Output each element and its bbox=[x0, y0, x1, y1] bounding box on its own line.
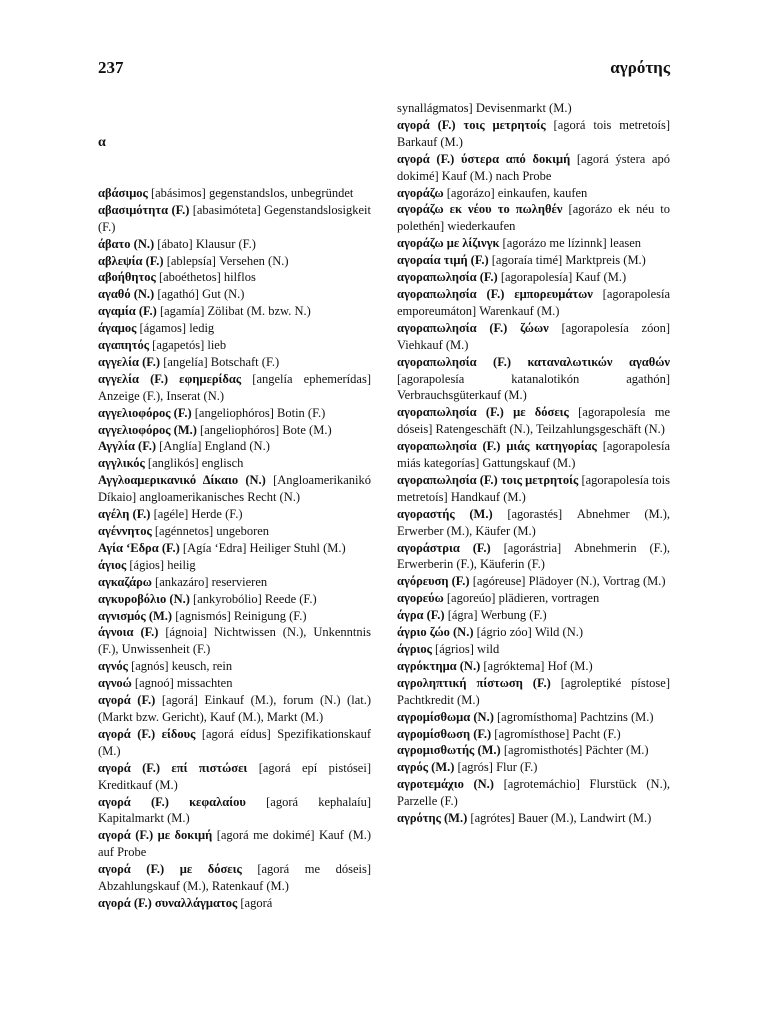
entry-definition: Flurstück (N.), Parzelle (F.) bbox=[397, 777, 670, 809]
entry-definition: ungeboren bbox=[216, 524, 270, 539]
entry-definition: Gattungskauf (M.) bbox=[482, 456, 576, 471]
entry-definition: missachten bbox=[176, 676, 233, 691]
entry-transliteration: [ágrio zóo] bbox=[476, 625, 532, 640]
entry-headword: αγγελιοφόρος (M.) bbox=[98, 422, 197, 437]
entry-headword: αγοραπωλησία (F.) μιάς κατηγορίας bbox=[397, 439, 597, 454]
entry-headword: αγορά (F.) bbox=[98, 693, 156, 708]
dictionary-entry bbox=[98, 472, 371, 506]
dictionary-entry bbox=[98, 236, 371, 253]
entry-transliteration: [agorá tois metretoís] bbox=[553, 117, 670, 132]
entry-definition: England (N.) bbox=[204, 439, 270, 454]
dictionary-entry bbox=[98, 286, 371, 303]
entry-definition: Gut (N.) bbox=[202, 287, 245, 302]
entry-definition: Kauf (M.) auf Probe bbox=[98, 828, 372, 860]
entry-definition: Zölibat (M. bzw. N.) bbox=[207, 304, 311, 319]
entry-definition: Plädoyer (N.), Vortrag (M.) bbox=[528, 574, 666, 589]
entry-headword: αγορά (F.) συναλλάγματος bbox=[98, 895, 238, 910]
entry-headword: άγαμος bbox=[98, 321, 137, 336]
dictionary-entry bbox=[98, 608, 371, 625]
dictionary-entry bbox=[397, 235, 670, 252]
entry-headword: άγνοια (F.) bbox=[98, 625, 159, 640]
entry-transliteration: [agorastés] bbox=[507, 506, 563, 521]
entry-transliteration: [agorá me dóseis] bbox=[257, 862, 372, 877]
entry-headword: αβλεψία (F.) bbox=[98, 253, 164, 268]
entry-definition: englisch bbox=[201, 456, 244, 471]
entry-definition: Werbung (F.) bbox=[480, 608, 547, 623]
entry-definition: Reinigung (F.) bbox=[233, 608, 307, 623]
entry-headword: αγρομισθωτής (M.) bbox=[397, 743, 501, 758]
entry-headword: αγόρευση (F.) bbox=[397, 574, 470, 589]
entry-definition: Heiliger Stuhl (M.) bbox=[249, 540, 346, 555]
entry-definition: Viehkauf (M.) bbox=[397, 337, 469, 352]
entry-transliteration: [agéle] bbox=[153, 507, 189, 522]
entry-headword: αγοραπωλησία (F.) εμπορευμάτων bbox=[397, 286, 593, 301]
entry-transliteration: [agorapolesía tois metretoís] bbox=[397, 472, 671, 504]
entry-headword: αγοράζω με λίζινγκ bbox=[397, 236, 500, 251]
entry-transliteration: [agromísthoma] bbox=[496, 709, 577, 724]
dictionary-entry bbox=[397, 658, 670, 675]
entry-transliteration: [ágra] bbox=[447, 608, 478, 623]
entry-headword: αβοήθητος bbox=[98, 270, 156, 285]
dictionary-entry bbox=[397, 252, 670, 269]
entry-headword: αγοραπωλησία (F.) bbox=[397, 270, 498, 285]
entry-definition: Pachtkredit (M.) bbox=[397, 692, 480, 707]
entry-headword: Αγία ‘Εδρα (F.) bbox=[98, 540, 180, 555]
dictionary-entry bbox=[98, 438, 371, 455]
entry-transliteration: [agrós] bbox=[457, 760, 493, 775]
entry-transliteration: [aboéthetos] bbox=[158, 270, 221, 285]
dictionary-entry bbox=[397, 185, 670, 202]
dictionary-entry bbox=[98, 405, 371, 422]
dictionary-entry bbox=[98, 422, 371, 439]
entry-transliteration: [ágnoia] bbox=[165, 625, 208, 640]
entry-transliteration: [agorapolesía me dóseis] bbox=[397, 405, 670, 437]
entry-definition: Bote (M.) bbox=[282, 422, 332, 437]
entry-definition: reservieren bbox=[211, 574, 268, 589]
dictionary-entry bbox=[98, 455, 371, 472]
entry-definition: Botschaft (F.) bbox=[210, 354, 280, 369]
entry-transliteration: [agorá epí pistósei] bbox=[258, 760, 371, 775]
entry-definition: gegenstandslos, unbegründet bbox=[208, 185, 354, 200]
dictionary-entry bbox=[98, 540, 371, 557]
entry-headword: αγέλη (F.) bbox=[98, 507, 151, 522]
entry-transliteration: [agorapolesía miás kategorías] bbox=[397, 439, 671, 471]
entry-headword: αγορά (F.) τοις μετρητοίς bbox=[397, 117, 546, 132]
entry-headword: αγοράζω bbox=[397, 185, 444, 200]
entry-transliteration: [ágios] bbox=[129, 557, 165, 572]
dictionary-entry bbox=[397, 726, 670, 743]
entry-transliteration: [anglikós] bbox=[147, 456, 199, 471]
entry-transliteration: [agnismós] bbox=[175, 608, 231, 623]
entry-transliteration: [angelía] bbox=[163, 354, 208, 369]
entry-headword: αγέννητος bbox=[98, 524, 152, 539]
entry-transliteration: synallágmatos] bbox=[397, 101, 473, 115]
page-header bbox=[98, 58, 670, 88]
entry-transliteration: [abásimos] bbox=[150, 185, 206, 200]
entry-headword: αβάσιμος bbox=[98, 185, 148, 200]
entry-headword: αγορά (F.) με δόσεις bbox=[98, 862, 242, 877]
section-letter: α bbox=[98, 135, 106, 150]
entry-transliteration: [agorá eídus] bbox=[201, 726, 271, 741]
entry-definition: plädieren, vortragen bbox=[498, 591, 600, 606]
dictionary-entry bbox=[397, 286, 670, 320]
entry-headword: αγοράζω εκ νέου το πωληθέν bbox=[397, 202, 563, 217]
entry-transliteration: [angelía ephemerídas] bbox=[252, 371, 371, 386]
entry-headword: άγριο ζώο (N.) bbox=[397, 625, 474, 640]
entry-headword: άβατο (N.) bbox=[98, 236, 155, 251]
entry-transliteration: [agoreúo] bbox=[446, 591, 496, 606]
entry-transliteration: [agoraía timé] bbox=[491, 253, 563, 268]
entry-transliteration: [agorázo me lízinnk] bbox=[502, 236, 607, 251]
entry-transliteration: [agorá ýstera apó dokimé] bbox=[397, 151, 671, 183]
entry-headword: αγοραπωλησία (F.) ζώων bbox=[397, 320, 549, 335]
entry-definition: Handkauf (M.) bbox=[450, 489, 526, 504]
entry-transliteration: [agóreuse] bbox=[472, 574, 526, 589]
entry-definition: Kreditkauf (M.) bbox=[98, 777, 178, 792]
dictionary-entry bbox=[98, 185, 371, 202]
entry-definition: Barkauf (M.) bbox=[397, 134, 463, 149]
dictionary-entry bbox=[397, 607, 670, 624]
entry-transliteration: [Angloamerikanikó Díkaio] bbox=[98, 473, 371, 505]
entry-headword: αγαμία (F.) bbox=[98, 304, 157, 319]
entry-definition: lieb bbox=[207, 338, 227, 353]
entry-headword: αγαπητός bbox=[98, 338, 150, 353]
dictionary-entry bbox=[98, 624, 371, 658]
dictionary-entry bbox=[397, 641, 670, 658]
entry-transliteration: [agorá kephalaíu] bbox=[266, 794, 371, 809]
entry-transliteration: [agroleptiké pístose] bbox=[560, 675, 670, 690]
entry-transliteration: [agorástria] bbox=[503, 540, 562, 555]
entry-definition: Pachtzins (M.) bbox=[579, 709, 654, 724]
entry-headword: άγιος bbox=[98, 557, 127, 572]
entry-definition: keusch, rein bbox=[171, 659, 233, 674]
entry-definition: Pächter (M.) bbox=[585, 743, 649, 758]
entry-headword: αγορεύω bbox=[397, 591, 444, 606]
entry-transliteration: [ablepsía] bbox=[166, 253, 216, 268]
dictionary-entry bbox=[98, 337, 371, 354]
entry-definition: wiederkaufen bbox=[447, 219, 516, 234]
entry-definition: Kapitalmarkt (M.) bbox=[98, 811, 190, 826]
dictionary-entry bbox=[397, 810, 670, 827]
entry-headword: αγορά (F.) επί πιστώσει bbox=[98, 760, 248, 775]
entry-definition: Pacht (F.) bbox=[572, 726, 621, 741]
entry-definition: Gegenstandslosigkeit (F.) bbox=[98, 202, 371, 234]
dictionary-entry bbox=[397, 675, 670, 709]
entry-headword: αγρομίσθωμα (N.) bbox=[397, 709, 494, 724]
entry-transliteration: [agorázo] bbox=[446, 185, 495, 200]
dictionary-entry bbox=[397, 506, 670, 540]
entry-headword: αγορά (F.) ύστερα από δοκιμή bbox=[397, 151, 571, 166]
dictionary-entry bbox=[98, 303, 371, 320]
entry-definition: Ratengeschäft (N.), Teilzahlungsgeschäft (N.) bbox=[435, 422, 665, 437]
dictionary-entry bbox=[397, 438, 670, 472]
entry-headword: αγρόκτημα (N.) bbox=[397, 658, 481, 673]
entry-definition: Flur (F.) bbox=[496, 760, 538, 775]
dictionary-entry bbox=[98, 658, 371, 675]
entry-transliteration: [agénnetos] bbox=[154, 524, 214, 539]
entry-definition: Wild (N.) bbox=[534, 625, 584, 640]
right-column bbox=[397, 100, 670, 827]
dictionary-entry bbox=[397, 573, 670, 590]
dictionary-entry bbox=[98, 861, 371, 895]
entry-transliteration: [agrotemáchio] bbox=[503, 777, 580, 792]
entry-transliteration: [agnoó] bbox=[134, 676, 174, 691]
dictionary-entry bbox=[397, 709, 670, 726]
dictionary-entry bbox=[98, 591, 371, 608]
entry-definition: Verbrauchsgüterkauf (M.) bbox=[397, 388, 527, 403]
entry-definition: Reede (F.) bbox=[264, 591, 317, 606]
entry-headword: αγκαζάρω bbox=[98, 574, 152, 589]
entry-definition: Botin (F.) bbox=[277, 405, 326, 420]
entry-definition: heilig bbox=[167, 557, 196, 572]
entry-transliteration: [Anglía] bbox=[159, 439, 202, 454]
entry-transliteration: [agróktema] bbox=[483, 658, 545, 673]
dictionary-entry bbox=[397, 472, 670, 506]
entry-headword: αγοραπωλησία (F.) τοις μετρητοίς bbox=[397, 472, 579, 487]
entry-transliteration: [ágrios] bbox=[435, 642, 474, 656]
entry-headword: αβασιμότητα (F.) bbox=[98, 202, 190, 217]
dictionary-entry bbox=[98, 523, 371, 540]
running-head: αγρότης bbox=[610, 58, 670, 77]
entry-headword: αγοραστής (M.) bbox=[397, 506, 493, 521]
entry-transliteration: [agapetós] bbox=[152, 338, 205, 353]
entry-headword: άγριος bbox=[397, 642, 432, 656]
dictionary-entry bbox=[397, 354, 670, 405]
dictionary-entry bbox=[397, 269, 670, 286]
entry-transliteration: [agromísthose] bbox=[494, 726, 570, 741]
entry-transliteration: [agorapolesía katanalotikón agathón] bbox=[397, 371, 670, 386]
entry-headword: αγορά (F.) κεφαλαίου bbox=[98, 794, 246, 809]
entry-headword: αγρός (M.) bbox=[397, 760, 455, 775]
entry-definition: Abnehmerin (F.), Erwerberin (F.), Käuferin (F.) bbox=[397, 540, 671, 572]
entry-definition: Nichtwissen (N.), Unkenntnis (F.), Unwissenheit (F.) bbox=[98, 625, 371, 657]
entry-transliteration: [ankyrobólio] bbox=[193, 591, 262, 606]
entry-transliteration: [ágamos] bbox=[139, 321, 187, 336]
entry-transliteration: [agnós] bbox=[131, 659, 169, 674]
entry-definition: Kauf (M.) nach Probe bbox=[441, 168, 552, 183]
entry-transliteration: [ankazáro] bbox=[155, 574, 209, 589]
entry-headword: αγνός bbox=[98, 659, 128, 674]
entry-headword: αγοράστρια (F.) bbox=[397, 540, 491, 555]
dictionary-entry bbox=[397, 742, 670, 759]
entry-headword: αγαθό (N.) bbox=[98, 287, 155, 302]
entry-definition: einkaufen, kaufen bbox=[497, 185, 588, 200]
entry-definition: Kauf (M.) bbox=[575, 270, 627, 285]
entry-definition: Einkauf (M.), forum (N.) (lat.) (Markt bzw. Gericht), Kauf (M.), Markt (M.) bbox=[98, 693, 372, 724]
entry-headword: αγοραπωλησία (F.) με δόσεις bbox=[397, 405, 569, 420]
entry-transliteration: [agorapolesía zóon] bbox=[561, 320, 670, 335]
entry-headword: αγρότης (M.) bbox=[397, 811, 468, 826]
entry-transliteration: [angeliophóros] bbox=[200, 422, 280, 437]
entry-definition: Devisenmarkt (M.) bbox=[475, 101, 572, 115]
entry-transliteration: [angeliophóros] bbox=[194, 405, 274, 420]
entry-transliteration: [ábato] bbox=[157, 236, 193, 251]
dictionary-entry bbox=[397, 404, 670, 438]
dictionary-entry bbox=[397, 776, 670, 810]
entry-transliteration: [agathó] bbox=[157, 287, 199, 302]
dictionary-entry bbox=[98, 269, 371, 286]
dictionary-entry bbox=[397, 151, 670, 185]
dictionary-entry bbox=[397, 100, 670, 117]
entry-definition: Abnehmer (M.), Erwerber (M.), Käufer (M.) bbox=[397, 506, 671, 538]
entry-transliteration: [agorá me dokimé] bbox=[216, 828, 315, 843]
entry-headword: αγγελία (F.) εφημερίδας bbox=[98, 371, 242, 386]
entry-headword: αγροληπτική πίστωση (F.) bbox=[397, 675, 551, 690]
entry-headword: αγνισμός (M.) bbox=[98, 608, 173, 623]
dictionary-entry bbox=[98, 895, 371, 912]
entry-headword: αγορά (F.) με δοκιμή bbox=[98, 828, 213, 843]
dictionary-entry bbox=[98, 354, 371, 371]
dictionary-entry bbox=[397, 320, 670, 354]
dictionary-entry bbox=[98, 202, 371, 236]
entry-headword: αγοραπωλησία (F.) καταναλωτικών αγαθών bbox=[397, 354, 670, 369]
dictionary-entry bbox=[98, 557, 371, 574]
entry-transliteration: [agorá bbox=[240, 895, 273, 910]
entry-headword: αγγλικός bbox=[98, 456, 145, 471]
entry-definition: Warenkauf (M.) bbox=[479, 303, 560, 318]
entry-definition: Versehen (N.) bbox=[219, 253, 289, 268]
dictionary-entry bbox=[98, 320, 371, 337]
dictionary-entry bbox=[397, 624, 670, 641]
entry-definition: Abzahlungskauf (M.), Ratenkauf (M.) bbox=[98, 879, 289, 894]
left-column bbox=[98, 100, 371, 912]
entry-transliteration: [agorapolesía] bbox=[500, 270, 573, 285]
entry-definition: Klausur (F.) bbox=[195, 236, 256, 251]
dictionary-entry bbox=[98, 506, 371, 523]
dictionary-entry bbox=[98, 760, 371, 794]
entry-definition: angloamerikanisches Recht (N.) bbox=[139, 490, 301, 505]
dictionary-entry bbox=[98, 371, 371, 405]
entry-definition: ledig bbox=[189, 321, 215, 336]
entry-headword: αγγελία (F.) bbox=[98, 354, 161, 369]
dictionary-entry bbox=[98, 675, 371, 692]
dictionary-entry bbox=[397, 201, 670, 235]
entry-definition: Bauer (M.), Landwirt (M.) bbox=[517, 811, 652, 826]
dictionary-entry bbox=[98, 794, 371, 828]
entry-headword: Αγγλοαμερικανικό Δίκαιο (N.) bbox=[98, 473, 266, 488]
dictionary-entry bbox=[397, 759, 670, 776]
entry-headword: αγροτεμάχιο (N.) bbox=[397, 777, 494, 792]
entry-headword: αγρομίσθωση (F.) bbox=[397, 726, 492, 741]
entry-definition: wild bbox=[477, 642, 500, 656]
entry-transliteration: [agamía] bbox=[159, 304, 205, 319]
entry-definition: Herde (F.) bbox=[191, 507, 243, 522]
entry-headword: αγγελιοφόρος (F.) bbox=[98, 405, 192, 420]
page-number: 237 bbox=[98, 58, 124, 77]
entry-headword: άγρα (F.) bbox=[397, 608, 445, 623]
entry-headword: Αγγλία (F.) bbox=[98, 439, 156, 454]
entry-transliteration: [agorá] bbox=[161, 693, 198, 708]
dictionary-entry bbox=[98, 253, 371, 270]
dictionary-entry bbox=[98, 692, 371, 726]
entry-transliteration: [agrótes] bbox=[470, 811, 515, 826]
entry-definition: leasen bbox=[609, 236, 642, 251]
dictionary-entry bbox=[98, 726, 371, 760]
entry-definition: hilflos bbox=[223, 270, 256, 285]
entry-definition: Hof (M.) bbox=[547, 658, 593, 673]
entry-definition: Spezifikationskauf (M.) bbox=[98, 726, 371, 758]
entry-headword: αγορά (F.) είδους bbox=[98, 726, 196, 741]
entry-transliteration: [agorapolesía emporeumáton] bbox=[397, 286, 670, 318]
entry-transliteration: [abasimóteta] bbox=[192, 202, 261, 217]
entry-transliteration: [agorázo ek néu to polethén] bbox=[397, 202, 670, 234]
entry-headword: αγκυροβόλιο (N.) bbox=[98, 591, 190, 606]
dictionary-entry bbox=[397, 117, 670, 151]
entry-headword: αγνοώ bbox=[98, 676, 132, 691]
dictionary-entry bbox=[98, 827, 371, 861]
dictionary-entry bbox=[397, 540, 670, 574]
entry-transliteration: [agromisthotés] bbox=[503, 743, 583, 758]
entry-definition: Anzeige (F.), Inserat (N.) bbox=[98, 388, 225, 403]
dictionary-entry bbox=[397, 590, 670, 607]
entry-definition: Marktpreis (M.) bbox=[565, 253, 646, 268]
dictionary-entry bbox=[98, 574, 371, 591]
entry-transliteration: [Agía ‘Edra] bbox=[182, 540, 247, 555]
entry-headword: αγοραία τιμή (F.) bbox=[397, 253, 489, 268]
